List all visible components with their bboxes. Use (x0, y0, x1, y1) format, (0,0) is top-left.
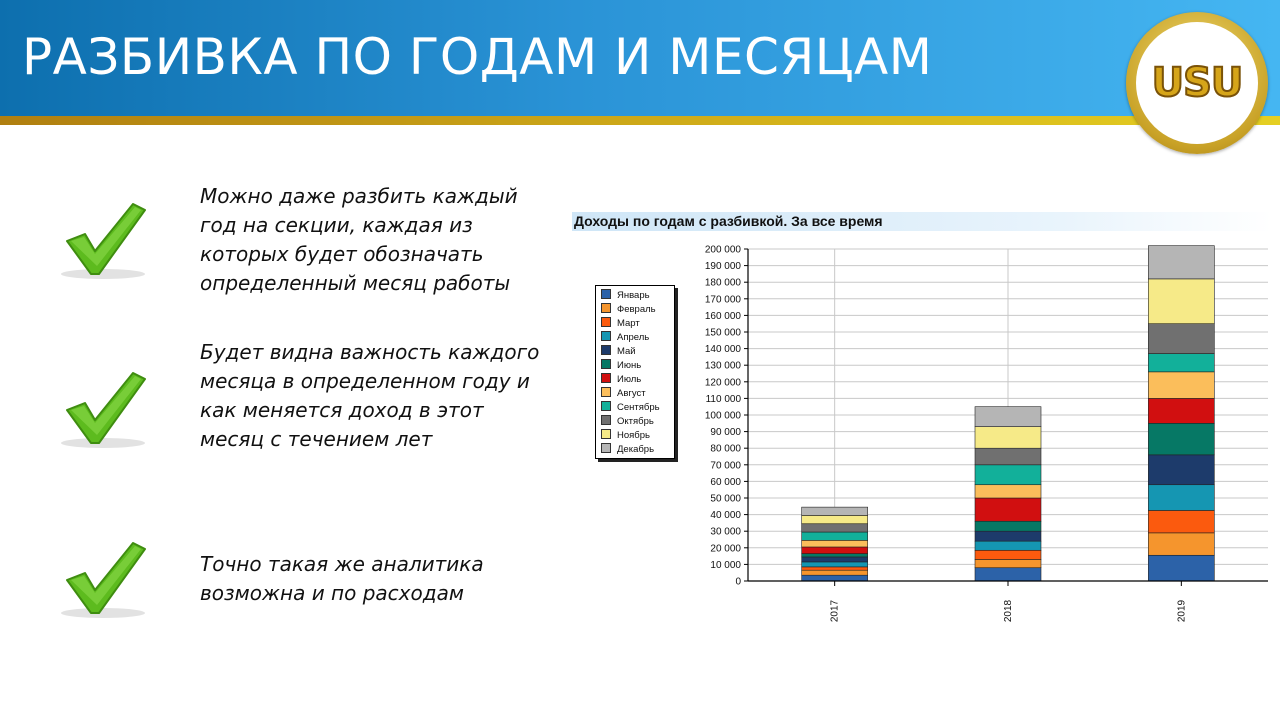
y-tick-label: 140 000 (704, 344, 741, 356)
y-tick-label: 50 000 (710, 493, 741, 505)
legend-item (601, 331, 649, 345)
bar-segment (975, 427, 1041, 449)
bar-segment (1148, 246, 1214, 279)
y-tick-label: 110 000 (705, 393, 741, 405)
chart-title: Доходы по годам с разбивкой. За все время (572, 212, 1272, 231)
bar-segment (975, 521, 1041, 531)
y-tick-label: 70 000 (710, 460, 741, 472)
y-tick-label: 60 000 (710, 476, 741, 488)
legend-label: Февраль (617, 304, 656, 315)
legend-item (601, 387, 646, 401)
legend-item (601, 289, 650, 303)
legend-label: Сентябрь (617, 402, 660, 413)
bar-segment (802, 562, 868, 567)
y-tick-label: 100 000 (704, 410, 741, 422)
legend-swatch (601, 387, 611, 397)
bar-segment (802, 515, 868, 523)
y-tick-label: 150 000 (704, 327, 741, 339)
bar-segment (1148, 533, 1214, 555)
legend-label: Август (617, 388, 646, 399)
bar-segment (1148, 372, 1214, 399)
y-tick-label: 130 000 (704, 360, 741, 372)
bar-segment (802, 532, 868, 540)
y-tick-label: 0 (735, 576, 741, 588)
legend-swatch (601, 331, 611, 341)
bar-segment (975, 559, 1041, 567)
x-tick-label: 2018 (1003, 599, 1014, 623)
legend-swatch (601, 317, 611, 327)
y-tick-label: 30 000 (710, 526, 741, 538)
bar-segment (1148, 555, 1214, 581)
chart-legend (595, 285, 675, 459)
legend-item (601, 373, 641, 387)
checkmark-icon (55, 196, 155, 286)
bar-segment (802, 540, 868, 547)
legend-item (601, 415, 654, 429)
bar-segment (1148, 455, 1214, 485)
stacked-bar-chart (680, 240, 1270, 630)
legend-item (601, 429, 650, 443)
y-tick-label: 200 000 (704, 244, 741, 256)
legend-swatch (601, 429, 611, 439)
x-tick-label: 2017 (829, 599, 841, 623)
y-tick-label: 80 000 (710, 443, 741, 455)
bar-segment (1148, 423, 1214, 455)
y-tick-label: 180 000 (704, 277, 741, 289)
legend-swatch (601, 401, 611, 411)
y-tick-label: 40 000 (710, 510, 741, 522)
legend-label: Июнь (617, 360, 642, 371)
bar-segment (975, 568, 1041, 581)
y-tick-label: 120 000 (704, 377, 741, 389)
logo-ring (1136, 22, 1258, 144)
legend-item (601, 317, 640, 331)
legend-label: Март (617, 318, 640, 329)
bar-segment (802, 567, 868, 570)
bar-segment (802, 575, 868, 581)
usu-logo (1126, 12, 1268, 154)
legend-item (601, 359, 641, 373)
y-tick-label: 90 000 (710, 427, 741, 439)
checkmark-icon (55, 535, 155, 625)
legend-item (601, 401, 660, 415)
legend-item (601, 345, 636, 359)
legend-item (601, 303, 656, 317)
bar-segment (802, 524, 868, 532)
bullet-text-2: Будет видна важность каждого месяца в определенном году и как меняется доход в этот месяц с течением лет (200, 340, 540, 451)
bar-segment (802, 570, 868, 575)
y-tick-label: 10 000 (710, 559, 741, 571)
legend-label: Январь (617, 290, 650, 301)
page-title: РАЗБИВКА ПО ГОДАМ И МЕСЯЦАМ (22, 28, 933, 86)
bar-segment (802, 547, 868, 554)
bar-segment (1148, 279, 1214, 324)
bar-segment (1148, 485, 1214, 511)
bullet-text-1: Можно даже разбить каждый год на секции, каждая из которых будет обозначать определенный месяц работы (200, 184, 518, 295)
bullet-text-3: Точно такая же аналитика возможна и по расходам (200, 552, 484, 605)
y-tick-label: 170 000 (704, 294, 741, 306)
bar-segment (975, 550, 1041, 559)
bar-segment (802, 557, 868, 562)
bar-segment (1148, 398, 1214, 423)
legend-swatch (601, 289, 611, 299)
legend-swatch (601, 359, 611, 369)
legend-swatch (601, 443, 611, 453)
bar-segment (975, 485, 1041, 498)
y-tick-label: 190 000 (704, 261, 741, 273)
legend-label: Октябрь (617, 416, 654, 427)
x-tick-label: 2019 (1176, 599, 1188, 623)
y-tick-label: 20 000 (710, 543, 741, 555)
bar-segment (975, 448, 1041, 465)
bar-segment (1148, 354, 1214, 372)
legend-swatch (601, 373, 611, 383)
legend-swatch (601, 415, 611, 425)
legend-label: Июль (617, 374, 642, 385)
bar-segment (802, 554, 868, 557)
bar-segment (975, 498, 1041, 521)
legend-swatch (601, 303, 611, 313)
y-tick-label: 160 000 (704, 310, 741, 322)
bar-segment (975, 541, 1041, 550)
legend-label: Декабрь (617, 444, 655, 455)
legend-label: Апрель (617, 332, 650, 343)
legend-label: Ноябрь (617, 430, 650, 441)
bar-segment (1148, 510, 1214, 532)
header-stripe (0, 116, 1280, 125)
bar-segment (802, 507, 868, 515)
bar-segment (975, 465, 1041, 485)
bar-segment (1148, 324, 1214, 354)
checkmark-icon (55, 365, 155, 455)
bar-segment (975, 407, 1041, 427)
legend-label: Май (617, 346, 636, 357)
bar-segment (975, 531, 1041, 541)
legend-item (601, 443, 654, 457)
legend-swatch (601, 345, 611, 355)
logo-text: USU (1151, 60, 1243, 106)
header-bar (0, 0, 1280, 116)
